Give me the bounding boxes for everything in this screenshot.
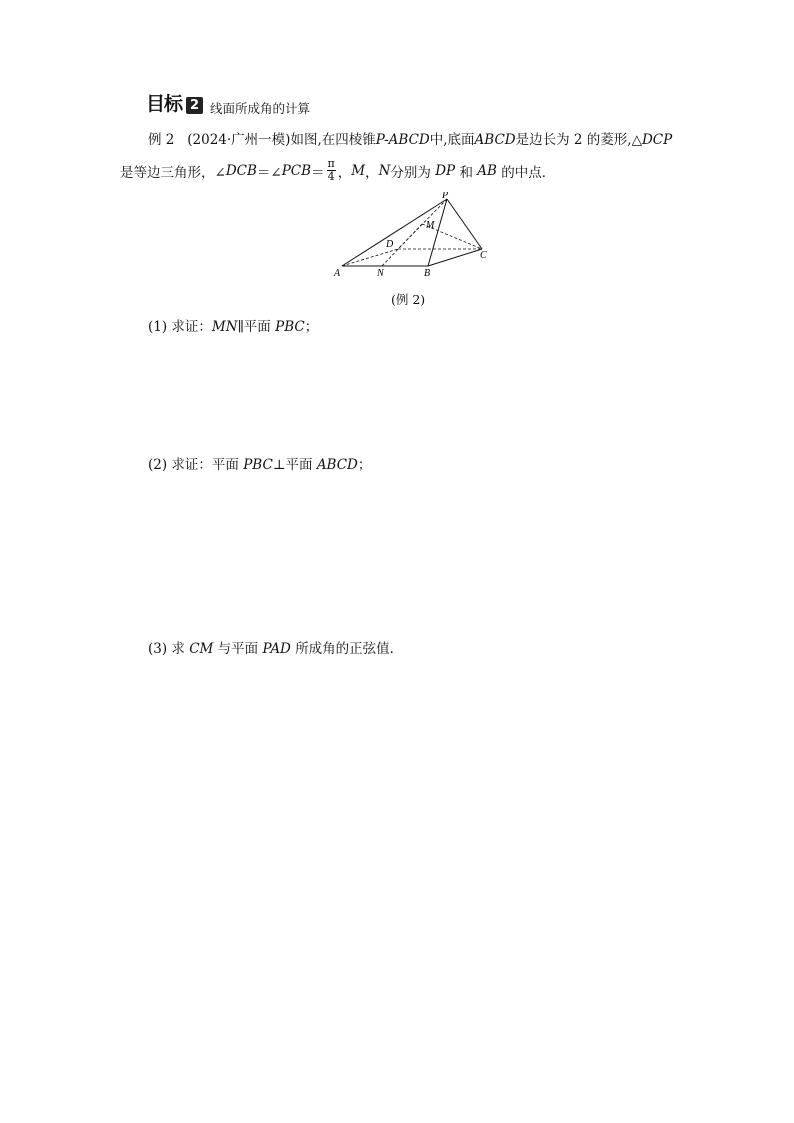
- plane-pbc: PBC: [275, 319, 305, 335]
- segment-mn: MN: [211, 319, 238, 335]
- example-line-2: [120, 158, 555, 183]
- section-title: 线面所成角的计算: [210, 101, 311, 116]
- question-text: ；: [357, 457, 372, 473]
- plane-abcd: ABCD: [316, 457, 358, 473]
- example-text: ＝∠: [256, 164, 282, 181]
- fraction-denominator: 4: [327, 170, 335, 183]
- plane-pad: PAD: [262, 641, 291, 657]
- section-heading: [146, 95, 310, 114]
- plane-pbc: PBC: [243, 457, 273, 473]
- example-text: 分别为: [390, 164, 431, 181]
- label-c: C: [480, 250, 487, 261]
- label-n: N: [377, 268, 384, 279]
- pyramid-name: P-ABCD: [375, 132, 430, 148]
- section-badge-text: 目标: [146, 93, 183, 115]
- question-3: [148, 637, 403, 657]
- figure-caption: (例 2): [391, 292, 426, 307]
- example-text: ＝: [311, 164, 325, 181]
- question-text: 求: [171, 641, 185, 657]
- example-text: ，: [337, 164, 352, 181]
- question-text: ∥平面: [237, 319, 271, 335]
- question-text: 所成角的正弦值．: [295, 641, 404, 657]
- example-label: 例 2: [148, 132, 175, 148]
- question-1: [148, 315, 318, 335]
- question-2: [148, 453, 371, 473]
- segment-ab: AB: [477, 162, 497, 179]
- section-badge-number: 2: [186, 97, 203, 114]
- example-text: 是边长为 2 的菱形,△: [515, 132, 642, 148]
- fraction-pi-over-4: [327, 158, 336, 183]
- example-text: 如图,在四棱锥: [290, 132, 376, 148]
- segment-dp: DP: [435, 162, 456, 179]
- example-text: ，: [365, 164, 379, 181]
- question-text: 与平面: [217, 641, 259, 657]
- question-text: ；: [304, 319, 319, 335]
- edge-bc: [428, 249, 482, 266]
- question-number: (3): [148, 641, 168, 657]
- example-text: 是等边三角形，∠: [120, 164, 226, 181]
- example-line-1: [148, 128, 672, 148]
- label-a: A: [334, 268, 341, 279]
- question-text: ⊥平面: [272, 457, 313, 473]
- triangle-name: DCP: [641, 132, 673, 148]
- label-m: M: [426, 220, 435, 231]
- question-number: (2): [148, 457, 168, 473]
- point-n: N: [378, 162, 391, 179]
- label-p: P: [442, 192, 449, 201]
- segment-cm: CM: [189, 641, 214, 657]
- angle-dcb: DCB: [225, 162, 257, 179]
- point-m: M: [351, 162, 366, 179]
- pyramid-figure: [330, 192, 500, 282]
- question-text: 求证：平面: [171, 457, 239, 473]
- question-number: (1): [148, 319, 168, 335]
- fraction-numerator: π: [327, 157, 335, 170]
- label-b: B: [424, 268, 431, 279]
- example-text: 中,底面: [429, 132, 475, 148]
- base-name: ABCD: [474, 132, 516, 148]
- example-text: 的中点．: [501, 164, 556, 181]
- angle-pcb: PCB: [281, 162, 312, 179]
- question-text: 求证：: [171, 319, 212, 335]
- label-d: D: [386, 239, 394, 250]
- example-text: 和: [459, 164, 473, 181]
- example-source: (2024·广州一模): [187, 132, 291, 148]
